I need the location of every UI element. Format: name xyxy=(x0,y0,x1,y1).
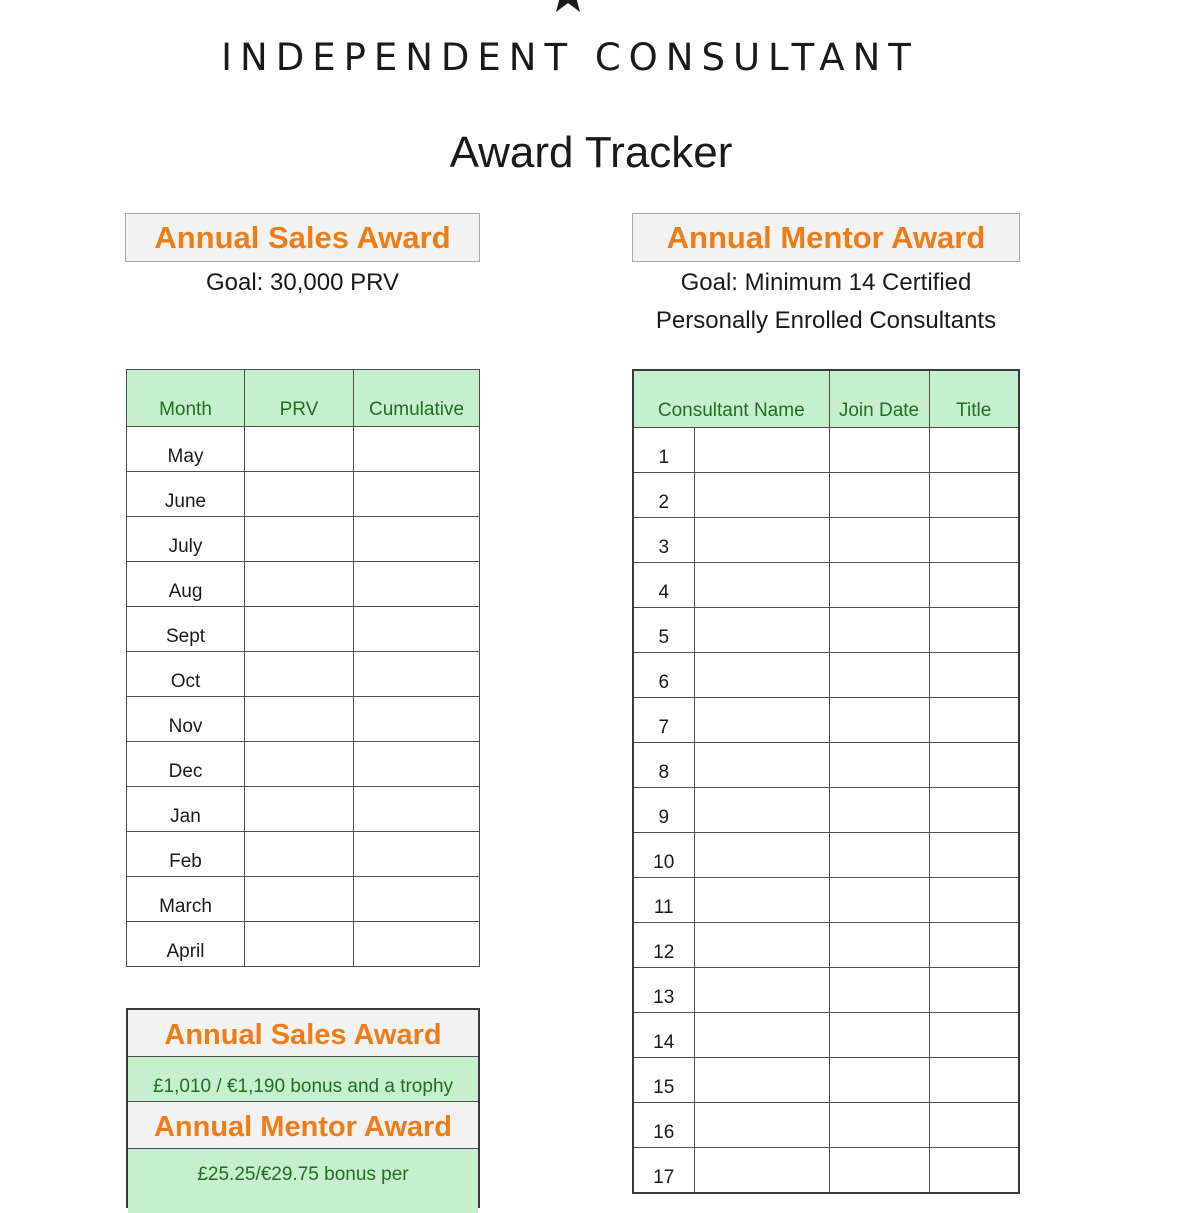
table-row xyxy=(127,787,480,832)
consultant-name-cell[interactable] xyxy=(694,698,829,743)
table-row xyxy=(633,698,1019,743)
table-row xyxy=(633,518,1019,563)
join-date-cell[interactable] xyxy=(829,878,929,923)
consultant-name-cell[interactable] xyxy=(694,833,829,878)
table-row xyxy=(127,877,480,922)
row-number: 6 xyxy=(633,653,694,698)
consultant-name-cell[interactable] xyxy=(694,563,829,608)
mentor-award-heading: Annual Mentor Award xyxy=(632,213,1020,262)
row-number: 13 xyxy=(633,968,694,1013)
table-row xyxy=(633,608,1019,653)
title-cell[interactable] xyxy=(929,743,1019,788)
prv-cell[interactable] xyxy=(245,562,354,607)
consultant-name-cell[interactable] xyxy=(694,743,829,788)
column-header-cumulative: Cumulative xyxy=(354,370,480,427)
row-number: 10 xyxy=(633,833,694,878)
title-cell[interactable] xyxy=(929,1058,1019,1103)
consultant-name-cell[interactable] xyxy=(694,923,829,968)
row-number: 7 xyxy=(633,698,694,743)
title-cell[interactable] xyxy=(929,653,1019,698)
brand-name: INDEPENDENT CONSULTANT xyxy=(221,36,919,79)
prv-cell[interactable] xyxy=(245,472,354,517)
table-row xyxy=(633,788,1019,833)
join-date-cell[interactable] xyxy=(829,608,929,653)
column-header-month: Month xyxy=(127,370,245,427)
join-date-cell[interactable] xyxy=(829,698,929,743)
row-number: 11 xyxy=(633,878,694,923)
join-date-cell[interactable] xyxy=(829,788,929,833)
row-number: 14 xyxy=(633,1013,694,1058)
sales-award-heading: Annual Sales Award xyxy=(125,213,480,262)
column-header-title: Title xyxy=(929,370,1019,428)
consultant-name-cell[interactable] xyxy=(694,788,829,833)
consultant-name-cell[interactable] xyxy=(694,473,829,518)
prv-cell[interactable] xyxy=(245,922,354,967)
title-cell[interactable] xyxy=(929,1013,1019,1058)
star-icon xyxy=(548,0,588,14)
sales-award-goal: Goal: 30,000 PRV xyxy=(205,269,400,296)
prv-cell[interactable] xyxy=(245,877,354,922)
join-date-cell[interactable] xyxy=(829,563,929,608)
column-header-consultant-name: Consultant Name xyxy=(633,370,829,428)
month-cell: Jan xyxy=(127,787,245,832)
row-number: 15 xyxy=(633,1058,694,1103)
consultant-name-cell[interactable] xyxy=(694,1103,829,1148)
month-cell: Feb xyxy=(127,832,245,877)
table-row xyxy=(127,697,480,742)
table-row xyxy=(633,473,1019,518)
cumulative-cell[interactable] xyxy=(354,517,480,562)
join-date-cell[interactable] xyxy=(829,1103,929,1148)
column-header-join-date: Join Date xyxy=(829,370,929,428)
cumulative-cell[interactable] xyxy=(354,472,480,517)
join-date-cell[interactable] xyxy=(829,1013,929,1058)
page-title: Award Tracker xyxy=(449,128,733,177)
consultant-name-cell[interactable] xyxy=(694,968,829,1013)
prv-cell[interactable] xyxy=(245,517,354,562)
title-cell[interactable] xyxy=(929,968,1019,1013)
join-date-cell[interactable] xyxy=(829,428,929,473)
join-date-cell[interactable] xyxy=(829,923,929,968)
mentor-table-header xyxy=(633,370,1019,428)
month-cell: June xyxy=(127,472,245,517)
table-row xyxy=(633,1103,1019,1148)
rewards-summary xyxy=(126,1008,480,1208)
prv-cell[interactable] xyxy=(245,607,354,652)
mentor-reward-text: £25.25/€29.75 bonus per xyxy=(128,1149,478,1213)
row-number: 16 xyxy=(633,1103,694,1148)
cumulative-cell[interactable] xyxy=(354,877,480,922)
prv-cell[interactable] xyxy=(245,832,354,877)
join-date-cell[interactable] xyxy=(829,518,929,563)
table-row xyxy=(127,652,480,697)
join-date-cell[interactable] xyxy=(829,1148,929,1194)
sales-table-header xyxy=(127,370,480,427)
title-cell[interactable] xyxy=(929,428,1019,473)
consultant-name-cell[interactable] xyxy=(694,428,829,473)
title-cell[interactable] xyxy=(929,1148,1019,1194)
join-date-cell[interactable] xyxy=(829,968,929,1013)
table-row xyxy=(127,517,480,562)
join-date-cell[interactable] xyxy=(829,743,929,788)
title-cell[interactable] xyxy=(929,1103,1019,1148)
title-cell[interactable] xyxy=(929,563,1019,608)
row-number: 3 xyxy=(633,518,694,563)
cumulative-cell[interactable] xyxy=(354,652,480,697)
table-row xyxy=(127,472,480,517)
title-cell[interactable] xyxy=(929,518,1019,563)
title-cell[interactable] xyxy=(929,788,1019,833)
row-number: 12 xyxy=(633,923,694,968)
consultant-name-cell[interactable] xyxy=(694,608,829,653)
cumulative-cell[interactable] xyxy=(354,697,480,742)
table-row xyxy=(633,653,1019,698)
title-cell[interactable] xyxy=(929,473,1019,518)
month-cell: May xyxy=(127,427,245,472)
row-number: 17 xyxy=(633,1148,694,1194)
cumulative-cell[interactable] xyxy=(354,832,480,877)
table-row xyxy=(633,1013,1019,1058)
month-cell: April xyxy=(127,922,245,967)
table-row xyxy=(633,1058,1019,1103)
cumulative-cell[interactable] xyxy=(354,742,480,787)
cumulative-cell[interactable] xyxy=(354,427,480,472)
cumulative-cell[interactable] xyxy=(354,922,480,967)
row-number: 8 xyxy=(633,743,694,788)
title-cell[interactable] xyxy=(929,923,1019,968)
column-header-prv: PRV xyxy=(245,370,354,427)
table-row xyxy=(633,428,1019,473)
consultant-name-cell[interactable] xyxy=(694,518,829,563)
consultant-name-cell[interactable] xyxy=(694,1058,829,1103)
month-cell: Sept xyxy=(127,607,245,652)
mentor-tracker-table xyxy=(632,369,1020,1194)
sales-reward-heading: Annual Sales Award xyxy=(128,1010,478,1057)
prv-cell[interactable] xyxy=(245,427,354,472)
prv-cell[interactable] xyxy=(245,742,354,787)
title-cell[interactable] xyxy=(929,833,1019,878)
cumulative-cell[interactable] xyxy=(354,562,480,607)
consultant-name-cell[interactable] xyxy=(694,1013,829,1058)
title-cell[interactable] xyxy=(929,698,1019,743)
table-row xyxy=(127,832,480,877)
month-cell: Nov xyxy=(127,697,245,742)
consultant-name-cell[interactable] xyxy=(694,1148,829,1194)
month-cell: March xyxy=(127,877,245,922)
title-cell[interactable] xyxy=(929,878,1019,923)
table-row xyxy=(633,833,1019,878)
row-number: 5 xyxy=(633,608,694,653)
sales-reward-text: £1,010 / €1,190 bonus and a trophy xyxy=(128,1057,478,1102)
month-cell: Oct xyxy=(127,652,245,697)
table-row xyxy=(127,922,480,967)
cumulative-cell[interactable] xyxy=(354,607,480,652)
table-row xyxy=(127,742,480,787)
row-number: 2 xyxy=(633,473,694,518)
table-row xyxy=(633,1148,1019,1194)
join-date-cell[interactable] xyxy=(829,1058,929,1103)
month-cell: Aug xyxy=(127,562,245,607)
prv-cell[interactable] xyxy=(245,652,354,697)
row-number: 1 xyxy=(633,428,694,473)
month-cell: July xyxy=(127,517,245,562)
table-row xyxy=(127,427,480,472)
join-date-cell[interactable] xyxy=(829,833,929,878)
consultant-name-cell[interactable] xyxy=(694,653,829,698)
row-number: 4 xyxy=(633,563,694,608)
table-row xyxy=(633,563,1019,608)
table-row xyxy=(127,562,480,607)
cumulative-cell[interactable] xyxy=(354,787,480,832)
table-row xyxy=(633,743,1019,788)
mentor-award-goal-line-2: Personally Enrolled Consultants xyxy=(655,307,997,334)
table-row xyxy=(633,878,1019,923)
consultant-name-cell[interactable] xyxy=(694,878,829,923)
prv-cell[interactable] xyxy=(245,787,354,832)
table-row xyxy=(633,968,1019,1013)
row-number: 9 xyxy=(633,788,694,833)
sales-tracker-table xyxy=(126,369,480,967)
table-row xyxy=(127,607,480,652)
month-cell: Dec xyxy=(127,742,245,787)
join-date-cell[interactable] xyxy=(829,653,929,698)
join-date-cell[interactable] xyxy=(829,473,929,518)
title-cell[interactable] xyxy=(929,608,1019,653)
mentor-award-goal-line-1: Goal: Minimum 14 Certified xyxy=(680,269,972,296)
mentor-reward-heading: Annual Mentor Award xyxy=(128,1102,478,1149)
table-row xyxy=(633,923,1019,968)
prv-cell[interactable] xyxy=(245,697,354,742)
